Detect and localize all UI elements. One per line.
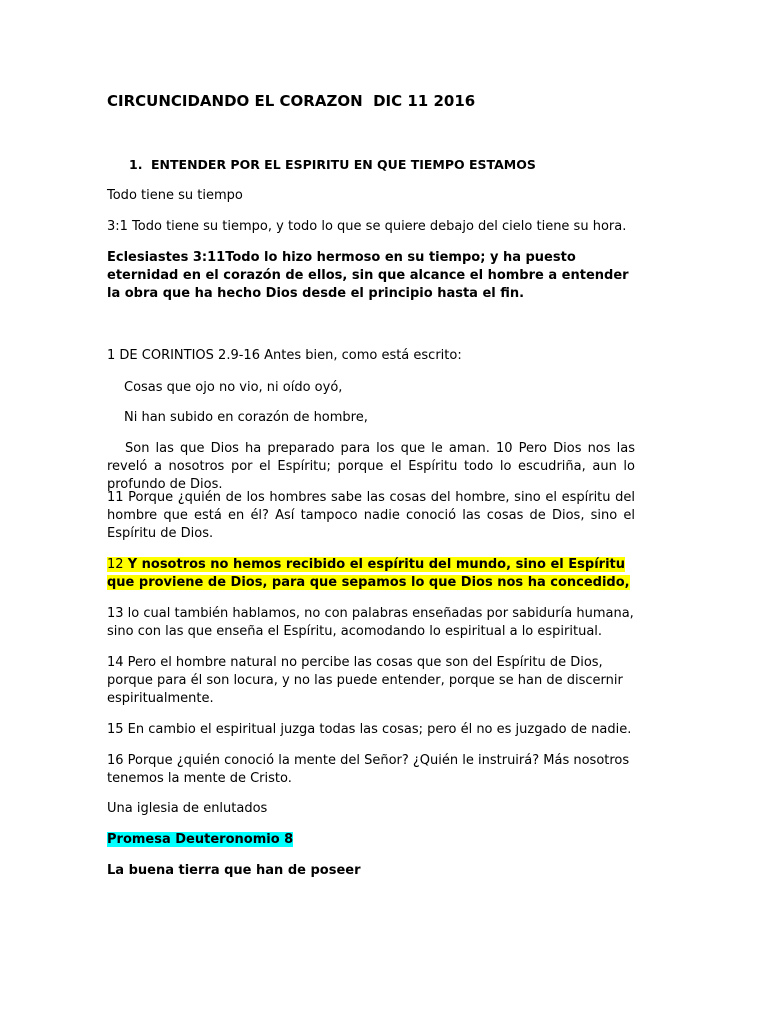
paragraph-verse-3-1: 3:1 Todo tiene su tiempo, y todo lo que se quiere debajo del cielo tiene su hora. (107, 219, 627, 234)
verse-12-text: Y nosotros no hemos recibido el espíritu del mundo, sino el Espíritu que proviene de Dios, para que sepamos lo que Dios nos ha concedido, (107, 557, 630, 590)
promesa-highlight: Promesa Deuteronomio 8 (107, 832, 294, 847)
section-heading-number: 1. (129, 157, 143, 172)
paragraph-iglesia-enlutados: Una iglesia de enlutados (107, 801, 268, 816)
paragraph-verse-12 (107, 556, 635, 592)
paragraph-buena-tierra: La buena tierra que han de poseer (107, 863, 361, 878)
document-title: CIRCUNCIDANDO EL CORAZON DIC 11 2016 (107, 92, 476, 110)
paragraph-verse-14: 14 Pero el hombre natural no percibe las cosas que son del Espíritu de Dios, porque para él son locura, y no las puede entender, porque se han de discernir espiritualmente. (107, 655, 623, 706)
paragraph-eclesiastes: Eclesiastes 3:11Todo lo hizo hermoso en su tiempo; y ha puesto eternidad en el corazón de ellos, sin que alcance el hombre a entender la obra que ha hecho Dios desde el principio hasta el fin. (107, 250, 629, 301)
section-heading-text: ENTENDER POR EL ESPIRITU EN QUE TIEMPO ESTAMOS (151, 157, 536, 172)
paragraph-verse-16: 16 Porque ¿quién conoció la mente del Señor? ¿Quién le instruirá? Más nosotros tenemos la mente de Cristo. (107, 753, 630, 786)
paragraph-verse-13: 13 lo cual también hablamos, no con palabras enseñadas por sabiduría humana, sino con las que enseña el Espíritu, acomodando lo espiritual a lo espiritual. (107, 606, 634, 639)
verse-12-number: 12 (107, 557, 124, 572)
paragraph-cosas-que-ojo: Cosas que ojo no vio, ni oído oyó, (124, 380, 343, 395)
paragraph-verse-11: 11 Porque ¿quién de los hombres sabe las cosas del hombre, sino el espíritu del hombre que está en él? Así tampoco nadie conoció las cosas de Dios, sino el Espíritu de Dios. (107, 490, 635, 541)
paragraph-todo-tiene: Todo tiene su tiempo (107, 188, 243, 203)
paragraph-verse-15: 15 En cambio el espiritual juzga todas las cosas; pero él no es juzgado de nadie. (107, 722, 632, 737)
paragraph-corintios-ref: 1 DE CORINTIOS 2.9-16 Antes bien, como está escrito: (107, 348, 462, 363)
paragraph-ni-han-subido: Ni han subido en corazón de hombre, (124, 410, 368, 425)
section-heading-1 (129, 157, 536, 172)
paragraph-verse-9-10: Son las que Dios ha preparado para los que le aman. 10 Pero Dios nos las reveló a nosotros por el Espíritu; porque el Espíritu todo lo escudriña, aun lo profundo de Dios. (107, 441, 635, 492)
paragraph-promesa (107, 831, 635, 849)
